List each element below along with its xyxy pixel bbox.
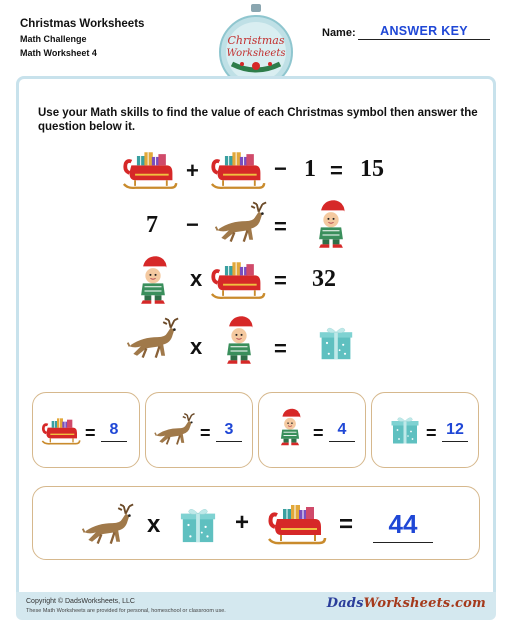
reindeer-icon bbox=[124, 316, 180, 360]
logo-part-worksheets: Worksheets.com bbox=[363, 596, 486, 611]
final-answer: 44 bbox=[373, 509, 433, 543]
sleigh-icon bbox=[210, 260, 266, 300]
dadsworksheets-logo bbox=[327, 596, 486, 611]
answer-card-gift bbox=[371, 392, 479, 468]
minus-operator: − bbox=[274, 156, 287, 181]
equals-sign: = bbox=[274, 214, 287, 239]
sleigh-value: 8 bbox=[101, 421, 127, 442]
reindeer-icon bbox=[79, 501, 135, 547]
instructions: Use your Math skills to find the value of each Christmas symbol then answer the question below it. bbox=[38, 107, 478, 133]
name-label: Name: bbox=[322, 27, 356, 39]
sleigh-icon bbox=[267, 503, 327, 545]
gift-icon bbox=[179, 505, 217, 545]
name-answer-key: ANSWER KEY bbox=[358, 24, 490, 40]
equals-sign: = bbox=[330, 158, 343, 183]
copyright: Copyright © DadsWorksheets, LLC bbox=[26, 598, 135, 605]
worksheet-title: Christmas Worksheets bbox=[20, 18, 145, 30]
plus-operator: + bbox=[235, 509, 250, 536]
row1-number: 1 bbox=[304, 156, 316, 182]
gift-icon bbox=[390, 415, 420, 445]
row1-result: 15 bbox=[360, 156, 384, 182]
footer bbox=[16, 592, 496, 620]
usage-note: These Math Worksheets are provided for personal, homeschool or classroom use. bbox=[26, 608, 226, 614]
row3-result: 32 bbox=[312, 266, 336, 292]
ornament-text-christmas: Christmas bbox=[227, 34, 285, 47]
equals-sign: = bbox=[274, 268, 287, 293]
reindeer-icon bbox=[152, 411, 196, 447]
elf-icon bbox=[222, 312, 256, 368]
sleigh-icon bbox=[41, 417, 81, 445]
worksheet-number: Math Worksheet 4 bbox=[20, 48, 97, 58]
equals-sign: = bbox=[339, 511, 354, 538]
row2-number: 7 bbox=[146, 212, 158, 238]
elf-value: 4 bbox=[329, 421, 355, 442]
gift-icon bbox=[318, 324, 354, 362]
times-operator: x bbox=[190, 266, 203, 291]
equals-sign: = bbox=[274, 336, 287, 361]
gift-value: 12 bbox=[442, 421, 468, 442]
answer-card-sleigh bbox=[32, 392, 140, 468]
sleigh-icon bbox=[210, 150, 266, 190]
answer-card-elf bbox=[258, 392, 366, 468]
elf-icon bbox=[136, 252, 170, 308]
reindeer-value: 3 bbox=[216, 421, 242, 442]
logo-part-dads: Dads bbox=[326, 596, 364, 611]
times-operator: x bbox=[190, 334, 203, 359]
plus-operator: + bbox=[186, 158, 199, 183]
elf-icon bbox=[277, 405, 303, 449]
equals-sign: = bbox=[85, 423, 96, 443]
ornament-text-worksheets: Worksheets bbox=[226, 48, 286, 59]
worksheet-subtitle: Math Challenge bbox=[20, 34, 87, 44]
equals-sign: = bbox=[200, 423, 211, 443]
elf-icon bbox=[314, 196, 348, 252]
final-question bbox=[32, 486, 480, 560]
sleigh-icon bbox=[122, 150, 178, 190]
times-operator: x bbox=[147, 511, 161, 538]
answer-card-reindeer bbox=[145, 392, 253, 468]
equals-sign: = bbox=[426, 423, 437, 443]
reindeer-icon bbox=[212, 200, 268, 244]
worksheet-header bbox=[20, 18, 144, 58]
equals-sign: = bbox=[313, 423, 324, 443]
minus-operator: − bbox=[186, 212, 199, 237]
